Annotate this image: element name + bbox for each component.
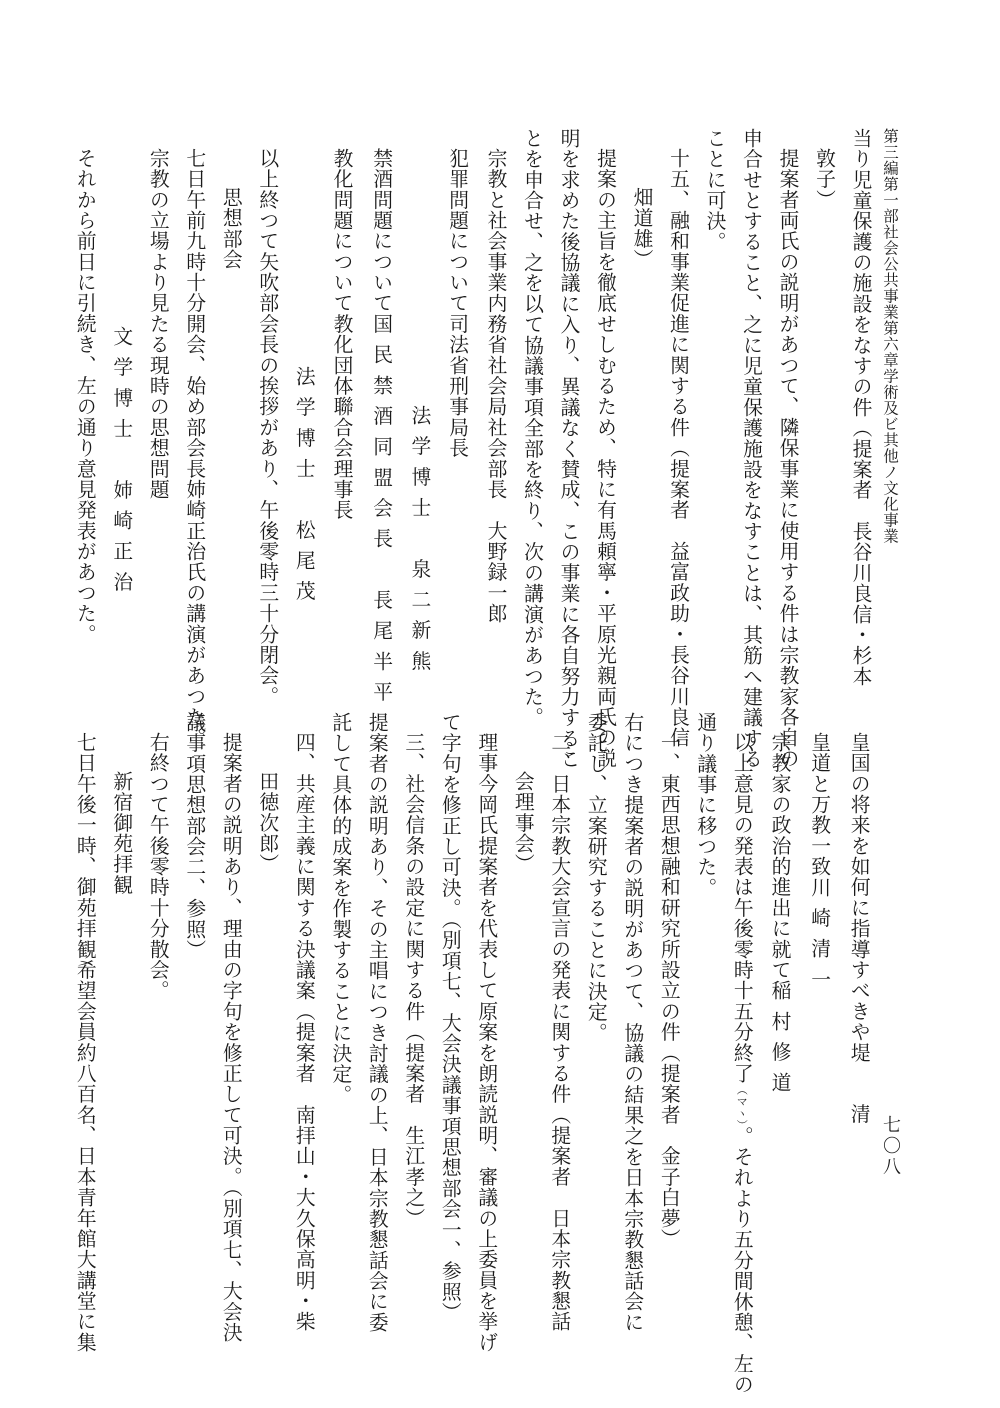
text-line: 通り議事に移つた。 xyxy=(693,712,717,899)
lecture-speaker: 文学博士 姉崎正治 xyxy=(109,326,133,603)
lower-text-block xyxy=(48,712,878,1395)
opinion-title: 皇道と万教一致 xyxy=(807,731,831,877)
text-line: 右につき提案者の説明があつて、協議の結果之を日本宗教懇話会に xyxy=(620,712,644,1333)
lecture-entry xyxy=(477,128,514,708)
header-chapter: 第六章 xyxy=(881,320,899,368)
lecture-title: 宗教の立場より見たる現時の思想問題 xyxy=(146,147,170,500)
text-line: 畑道雄） xyxy=(630,187,653,271)
text-line: 議事項思想部会二、参照） xyxy=(182,712,206,961)
lecture-speaker: 国民禁酒同盟会長 長尾半平 xyxy=(369,313,393,713)
text-line: 提案者の説明あり、その主唱につき討議の上、日本宗教懇話会に委 xyxy=(365,712,389,1333)
upper-text-block xyxy=(48,128,878,770)
lecture-title: 犯罪問題について xyxy=(445,147,469,314)
opinion-entry xyxy=(799,712,839,1292)
header-chapter-title: 学術及ビ其他ノ文化事業 xyxy=(881,368,899,544)
lecture-entry xyxy=(361,128,401,713)
opinion-speaker: 稲村修道 xyxy=(768,980,792,1103)
lecture-speaker: 法学博士 泉二新熊 xyxy=(407,405,431,682)
sic-mark: （マヽ） xyxy=(735,1083,749,1126)
agenda-item: 二、日本宗教大会宣言の発表に関する件（提案者 日本宗教懇話 xyxy=(547,731,571,1332)
section-heading: 新宿御苑拝観 xyxy=(109,771,133,896)
opinion-entry xyxy=(838,712,878,1292)
opinion-speaker: 堤 清 xyxy=(847,1042,871,1135)
text-line: ことに可決。 xyxy=(703,128,726,253)
text-line: 会理事会） xyxy=(511,771,535,875)
header-volume: 第三編 xyxy=(881,128,899,176)
lecture-affiliation: 司法省刑事局長 xyxy=(445,313,469,459)
text-line: 理事今岡氏提案者を代表して原案を朗読説明、審議の上委員を挙げ xyxy=(474,731,498,1353)
page-number: 七〇八 xyxy=(880,1115,901,1178)
header-category: 社会公共事業 xyxy=(881,224,899,320)
text-line: 以上意見の発表は午後零時十五分終了（マヽ）。それより五分間休憩、左の xyxy=(730,731,754,1395)
text-line: 明を求めた後協議に入り、異議なく賛成、この事業に各自努力するこ xyxy=(557,128,580,770)
lecture-entry xyxy=(321,128,361,708)
text-line: 委託し、立案研究することに決定。 xyxy=(584,712,608,1044)
lecture-speaker: 法学博士 松尾茂 xyxy=(292,365,316,612)
header-part: 第一部 xyxy=(881,176,899,224)
opinion-title: 宗教家の政治的進出に就て xyxy=(768,731,792,981)
text-line: 当り児童保護の施設をなすの件（提案者 長谷川良信・杉本 xyxy=(849,128,872,687)
text-line: て字句を修正し可決。（別項七、大会決議事項思想部会一、参照） xyxy=(438,712,462,1323)
agenda-item: 十五、融和事業促進に関する件（提案者 益富政助・長谷川良信 xyxy=(666,147,690,748)
text-line: 提案の主旨を徹底せしむるため、特に有馬頼寧・平原光親両氏の説 xyxy=(593,147,617,769)
opinion-title: 皇国の将来を如何に指導すべきや xyxy=(847,731,871,1043)
lecture-speaker: 内務省社会局社会部長 大野録一郎 xyxy=(484,292,507,624)
lecture-title: 宗教と社会事業 xyxy=(484,147,507,293)
text-line: 提案者両氏の説明があつて、隣保事業に使用する件は宗教家各自の xyxy=(776,147,799,769)
text-line: 提案者の説明あり、理由の字句を修正して可決。（別項七、大会決 xyxy=(219,731,243,1343)
text-line: 申合せとすること、之に児童保護施設をなすことは、其筋へ建議する xyxy=(739,128,763,770)
text-line: 田徳次郎） xyxy=(255,771,279,875)
section-heading: 思想部会 xyxy=(219,187,243,271)
text-line: 敦子） xyxy=(812,147,836,210)
agenda-item: 一、東西思想融和研究所設立の件（提案者 金子白夢） xyxy=(657,731,681,1250)
agenda-item: 四、共産主義に関する決議案（提案者 南拝山・大久保高明・柴 xyxy=(292,731,316,1332)
lecture-title: 禁酒問題について xyxy=(369,147,393,314)
text-line: とを申合せ、之を以て協議事項全部を終り、次の講演があつた。 xyxy=(520,128,544,729)
text-line: 七日午前九時十分開会、始め部会長姉崎正治氏の講演があつた。 xyxy=(182,147,206,748)
opinion-speaker: 川崎清一 xyxy=(807,876,831,1000)
text-line: 七日午後一時、御苑拝観希望会員約八百名、日本青年館大講堂に集 xyxy=(73,731,97,1353)
text-line: それから前日に引続き、左の通り意見発表があつた。 xyxy=(73,147,97,645)
text-line: 託して具体的成案を作製することに決定。 xyxy=(328,712,352,1106)
agenda-item: 三、社会信条の設定に関する件（提案者 生江孝之） xyxy=(401,731,425,1229)
lecture-title: 教化問題について xyxy=(330,147,354,314)
lecture-speaker: 教化団体聯合会理事長 xyxy=(330,313,354,521)
opinion-entry xyxy=(759,712,799,1292)
text-line: 右終つて午後零時十分散会。 xyxy=(146,731,170,1001)
lecture-entry xyxy=(437,128,477,708)
text-line: 以上終つて矢吹部会長の挨拶があり、午後零時三十分閉会。 xyxy=(255,147,279,707)
